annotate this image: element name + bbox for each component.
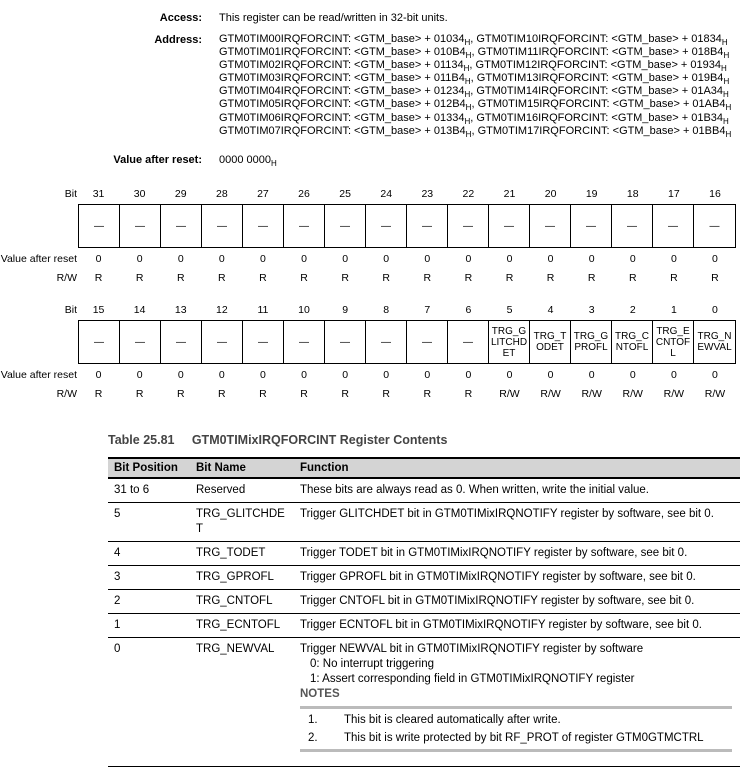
bit-number-cell: 20: [544, 188, 557, 200]
bit-position-cell: 3: [108, 566, 190, 590]
bit-number-cell: 14: [133, 304, 146, 316]
bit-number-cell: 10: [298, 304, 310, 316]
note-item: [300, 729, 732, 747]
bit-field: —: [161, 321, 202, 363]
address-entry: GTM0TIM07IRQFORCINT: <GTM_base> + 013B4: [219, 124, 466, 137]
reset-value-cell: 0: [588, 253, 595, 265]
separator: ,: [471, 98, 478, 111]
bit-number-cell: 6: [465, 304, 472, 316]
col-bit-name: Bit Name: [190, 458, 294, 478]
access-type-cell: R: [341, 272, 349, 284]
hex-suffix: H: [271, 159, 277, 168]
bit-field: —: [325, 205, 366, 247]
access-type-row: [78, 388, 736, 400]
address-entry: GTM0TIM00IRQFORCINT: <GTM_base> + 01034: [219, 33, 465, 45]
address-entry: GTM0TIM16IRQFORCINT: <GTM_base> + 01B34: [476, 111, 724, 124]
bit-field: —: [325, 321, 366, 363]
function-cell: Trigger GLITCHDET bit in GTM0TIMixIRQNOTIFY register by software, see bit 0.: [294, 503, 740, 542]
notes-box: [300, 706, 732, 752]
access-type-cell: R: [505, 272, 514, 284]
bit-number-cell: 16: [709, 188, 721, 200]
bit-number-cell: 7: [424, 304, 431, 316]
bit-number-cell: 1: [670, 304, 677, 316]
hex-suffix: H: [464, 116, 471, 126]
access-type-cell: R: [259, 272, 267, 284]
reset-value-cell: 0: [95, 253, 102, 265]
bit-number-label: Bit: [64, 304, 77, 316]
reset-value-cell: 0: [177, 253, 184, 265]
access-type-cell: R/W: [663, 388, 685, 400]
register-contents-table: [108, 457, 740, 767]
reset-value-cell: 0: [260, 369, 266, 381]
function-cell: These bits are always read as 0. When written, write the initial value.: [294, 478, 740, 503]
table-row: [108, 638, 740, 767]
hex-suffix: H: [464, 38, 471, 47]
access-value: This register can be read/written in 32-bit units.: [219, 12, 448, 24]
note-number: 1.: [308, 714, 318, 726]
bit-number-cell: 3: [588, 304, 595, 316]
access-type-cell: R: [176, 388, 185, 400]
reset-value-cell: 0: [136, 253, 143, 265]
bit-field-box: [78, 320, 736, 364]
access-type-cell: R: [176, 272, 185, 284]
reset-value-cell: 0: [670, 253, 677, 265]
bit-name-cell: TRG_ECNTOFL: [190, 614, 294, 638]
bit-position-cell: 1: [108, 614, 190, 638]
access-type-cell: R: [382, 272, 390, 284]
separator: ,: [470, 33, 477, 45]
bit-field: —: [407, 321, 448, 363]
hex-suffix: H: [723, 51, 730, 61]
bit-number-cell: 5: [506, 304, 513, 316]
address-line: [219, 85, 731, 98]
reset-value-cell: 0: [588, 369, 595, 381]
bit-field: —: [120, 321, 161, 363]
access-type-cell: R: [546, 272, 555, 284]
bit-name-cell: TRG_GPROFL: [190, 566, 294, 590]
bit-number-cell: 2: [629, 304, 636, 316]
bit-position-cell: 5: [108, 503, 190, 542]
bit-number-row: [78, 188, 736, 200]
bit-number-cell: 19: [585, 188, 598, 200]
hex-suffix: H: [725, 129, 732, 139]
reset-value-cell: 0: [712, 253, 718, 265]
access-type-cell: R: [300, 388, 308, 400]
address-entry: GTM0TIM02IRQFORCINT: <GTM_base> + 01134: [219, 59, 464, 72]
reset-value-cell: 0: [547, 253, 554, 265]
hex-suffix: H: [465, 103, 472, 113]
reset-value-row: [78, 253, 736, 265]
table-row: [108, 503, 740, 542]
hex-suffix: H: [464, 77, 471, 87]
col-function: Function: [294, 458, 740, 478]
address-list: [219, 33, 731, 138]
bit-number-cell: 13: [174, 304, 187, 316]
access-type-cell: R: [711, 272, 719, 284]
bit-name-cell: TRG_GLITCHDET: [190, 503, 294, 542]
access-type-cell: R: [135, 272, 144, 284]
bit-number-cell: 26: [298, 188, 310, 200]
access-type-cell: R/W: [704, 388, 726, 400]
separator: ,: [471, 124, 478, 137]
address-line: [219, 72, 731, 85]
bit-number-cell: 18: [626, 188, 639, 200]
access-type-label: R/W: [56, 388, 77, 400]
separator: ,: [470, 85, 477, 98]
bit0-option: 0: No interrupt triggering: [310, 658, 435, 670]
bit-field: —: [489, 205, 530, 247]
bit-number-cell: 12: [215, 304, 228, 316]
address-entry: GTM0TIM05IRQFORCINT: <GTM_base> + 012B4: [219, 98, 466, 111]
reset-value-cell: 0: [424, 253, 431, 265]
bit-number-cell: 23: [421, 188, 434, 200]
bit-number-cell: 8: [383, 304, 390, 316]
bit-name-cell: TRG_TODET: [190, 542, 294, 566]
address-entry: GTM0TIM06IRQFORCINT: <GTM_base> + 01334: [219, 111, 465, 124]
bit-field: —: [243, 205, 284, 247]
access-type-cell: R/W: [622, 388, 643, 400]
separator: ,: [470, 72, 477, 85]
bit-number-cell: 11: [257, 304, 269, 316]
hex-suffix: H: [721, 64, 727, 74]
reset-value-cell: 0: [465, 369, 472, 381]
bit-field: —: [284, 205, 325, 247]
address-entry: GTM0TIM01IRQFORCINT: <GTM_base> + 010B4: [219, 46, 466, 59]
access-type-cell: R: [670, 272, 678, 284]
bit-field: —: [571, 205, 612, 247]
reset-value-cell: 0: [629, 253, 636, 265]
hex-suffix: H: [723, 90, 729, 100]
address-entry: GTM0TIM11IRQFORCINT: <GTM_base> + 018B4: [477, 46, 724, 59]
bit-field: —: [448, 205, 489, 247]
bit-field: —: [366, 321, 407, 363]
table-row: [108, 566, 740, 590]
reset-value-cell: 0: [506, 369, 513, 381]
separator: ,: [471, 46, 478, 59]
bit-number-cell: 29: [174, 188, 187, 200]
access-type-cell: R: [628, 272, 637, 284]
reset-value-cell: 0: [136, 369, 143, 381]
reset-value-cell: 0: [260, 253, 266, 265]
access-type-cell: R: [300, 272, 308, 284]
address-line: [219, 33, 731, 46]
bit-number-row: [78, 304, 736, 316]
reset-value-cell: 0: [629, 369, 636, 381]
access-type-row: [78, 272, 736, 284]
separator: ,: [469, 59, 476, 72]
reset-value-cell: 0: [670, 369, 677, 381]
reset-value-text: 0000 0000: [219, 154, 271, 166]
access-type-cell: R: [382, 388, 390, 400]
table-row: [108, 542, 740, 566]
access-type-cell: R: [135, 388, 144, 400]
bit-field: TRG_G PROFL: [571, 321, 612, 363]
bit-field: —: [202, 205, 243, 247]
reset-value-cell: 0: [506, 253, 513, 265]
access-type-cell: R: [464, 272, 473, 284]
bit-name-cell: TRG_NEWVAL: [190, 638, 294, 767]
bit-position-cell: 4: [108, 542, 190, 566]
reset-value-cell: 0: [383, 369, 390, 381]
reset-value-cell: 0: [218, 253, 225, 265]
hex-suffix: H: [463, 64, 470, 74]
reset-value-cell: 0: [301, 369, 307, 381]
reset-value: [219, 154, 277, 166]
reset-value-cell: 0: [547, 369, 554, 381]
bit-field: —: [79, 205, 120, 247]
bit-number-label: Bit: [64, 188, 77, 200]
bit-field: —: [120, 205, 161, 247]
bit-field: —: [161, 205, 202, 247]
note-number: 2.: [308, 732, 318, 744]
address-line: [219, 98, 731, 111]
reset-value-label: Value after reset: [0, 253, 77, 265]
access-type-cell: R: [464, 388, 473, 400]
bit-field: —: [202, 321, 243, 363]
reset-value-cell: 0: [712, 369, 718, 381]
address-line: [219, 59, 731, 72]
note-text: This bit is cleared automatically after write.: [344, 714, 561, 726]
reset-value-cell: 0: [383, 253, 390, 265]
bit-position-cell: 31 to 6: [108, 478, 190, 503]
bit-number-cell: 17: [668, 188, 680, 200]
separator: ,: [470, 111, 477, 124]
bit-number-cell: 15: [92, 304, 105, 316]
bit-name-cell: Reserved: [190, 478, 294, 503]
table-row: [108, 614, 740, 638]
access-type-cell: R: [94, 272, 103, 284]
bit-number-cell: 4: [547, 304, 554, 316]
function-cell: Trigger ECNTOFL bit in GTM0TIMixIRQNOTIFY register by software, see bit 0.: [294, 614, 740, 638]
hex-suffix: H: [465, 129, 472, 139]
reset-value-cell: 0: [342, 369, 349, 381]
access-type-cell: R/W: [540, 388, 561, 400]
table-title: Table 25.81 GTM0TIMixIRQFORCINT Register Contents: [108, 433, 448, 447]
access-type-cell: R: [587, 272, 596, 284]
note-item: [300, 711, 732, 729]
bit-field: —: [530, 205, 571, 247]
address-entry: GTM0TIM03IRQFORCINT: <GTM_base> + 011B4: [219, 72, 465, 85]
address-entry: GTM0TIM15IRQFORCINT: <GTM_base> + 01AB4: [477, 98, 726, 111]
bit-field: TRG_T ODET: [530, 321, 571, 363]
address-entry: GTM0TIM13IRQFORCINT: <GTM_base> + 019B4: [476, 72, 724, 85]
bit-position-cell: 2: [108, 590, 190, 614]
note-text: This bit is write protected by bit RF_PROT of register GTM0GTMCTRL: [344, 732, 704, 744]
bit-field: —: [79, 321, 120, 363]
access-type-cell: R: [218, 388, 226, 400]
reset-value-label: Value after reset: [0, 369, 77, 381]
bit-field: —: [709, 220, 720, 232]
bit-number-cell: 9: [342, 304, 349, 316]
address-line: [219, 125, 731, 138]
access-type-cell: R: [259, 388, 267, 400]
bit-number-cell: 21: [503, 188, 516, 200]
access-type-cell: R: [341, 388, 349, 400]
hex-suffix: H: [725, 103, 732, 113]
function-cell: Trigger GPROFL bit in GTM0TIMixIRQNOTIFY register by software, see bit 0.: [294, 566, 740, 590]
access-type-cell: R: [423, 388, 432, 400]
bit0-option: 1: Assert corresponding field in GTM0TIMixIRQNOTIFY register: [310, 673, 635, 685]
access-type-cell: R/W: [581, 388, 602, 400]
function-cell: Trigger NEWVAL bit in GTM0TIMixIRQNOTIFY register by software 0: No interrupt triggering 1: Assert corresponding field in GTM0TIMixIRQNOTIFY register NOTES 1. This bit is cleared automatically after write. 2. This bit is write protected by bit RF_PROT of register GTM0GTMCTRL: [294, 638, 740, 767]
access-type-cell: R: [423, 272, 432, 284]
bit-field: —: [407, 205, 448, 247]
function-cell: Trigger TODET bit in GTM0TIMixIRQNOTIFY register by software, see bit 0.: [294, 542, 740, 566]
reset-label: Value after reset:: [113, 154, 202, 166]
col-bit-position: Bit Position: [108, 458, 190, 478]
address-entry: GTM0TIM04IRQFORCINT: <GTM_base> + 01234: [219, 85, 465, 98]
bit-field: —: [653, 205, 694, 247]
table-row: [108, 478, 740, 503]
reset-value-cell: 0: [465, 253, 472, 265]
address-label: Address:: [154, 34, 202, 46]
bit-field: —: [243, 321, 284, 363]
access-type-cell: R/W: [499, 388, 520, 400]
address-line: [219, 112, 731, 125]
table-row: [108, 590, 740, 614]
bit-position-cell: 0: [108, 638, 190, 767]
reset-value-cell: 0: [177, 369, 184, 381]
bit-field-box: [78, 204, 736, 248]
bit-field: TRG_N EWVAL: [697, 331, 732, 353]
address-entry: GTM0TIM10IRQFORCINT: <GTM_base> + 01834: [476, 33, 722, 45]
reset-value-cell: 0: [301, 253, 307, 265]
bit-field: —: [448, 321, 489, 363]
bit-field: TRG_E CNTOF L: [653, 321, 694, 363]
bit-number-cell: 31: [92, 188, 105, 200]
bit-number-cell: 0: [712, 304, 718, 316]
bit-field: —: [612, 205, 653, 247]
bit-field: —: [284, 321, 325, 363]
bit-field: TRG_C NTOFL: [612, 321, 653, 363]
access-label: Access:: [159, 12, 202, 24]
reset-value-cell: 0: [218, 369, 225, 381]
reset-value-cell: 0: [424, 369, 431, 381]
notes-label: NOTES: [300, 688, 340, 700]
function-cell: Trigger CNTOFL bit in GTM0TIMixIRQNOTIFY register by software, see bit 0.: [294, 590, 740, 614]
hex-suffix: H: [723, 77, 730, 87]
hex-suffix: H: [465, 51, 472, 61]
reset-value-row: [78, 369, 736, 381]
bit-number-cell: 28: [215, 188, 228, 200]
bit-name-cell: TRG_CNTOFL: [190, 590, 294, 614]
bit-number-cell: 22: [462, 188, 475, 200]
hex-suffix: H: [723, 116, 729, 126]
address-entry: GTM0TIM17IRQFORCINT: <GTM_base> + 01BB4: [477, 124, 726, 137]
access-type-label: R/W: [56, 272, 77, 284]
address-line: [219, 46, 731, 59]
access-type-cell: R: [218, 272, 226, 284]
bit-number-cell: 24: [380, 188, 393, 200]
access-type-cell: R: [94, 388, 103, 400]
reset-value-cell: 0: [342, 253, 349, 265]
bit-field: TRG_G LITCHD ET: [489, 321, 530, 363]
bit-number-cell: 30: [133, 188, 146, 200]
hex-suffix: H: [464, 90, 471, 100]
reset-value-cell: 0: [95, 369, 102, 381]
bit-number-cell: 27: [257, 188, 269, 200]
hex-suffix: H: [721, 38, 728, 47]
bit-field: —: [366, 205, 407, 247]
bit-number-cell: 25: [339, 188, 351, 200]
address-entry: GTM0TIM12IRQFORCINT: <GTM_base> + 01934: [475, 59, 721, 72]
address-entry: GTM0TIM14IRQFORCINT: <GTM_base> + 01A34: [476, 85, 724, 98]
